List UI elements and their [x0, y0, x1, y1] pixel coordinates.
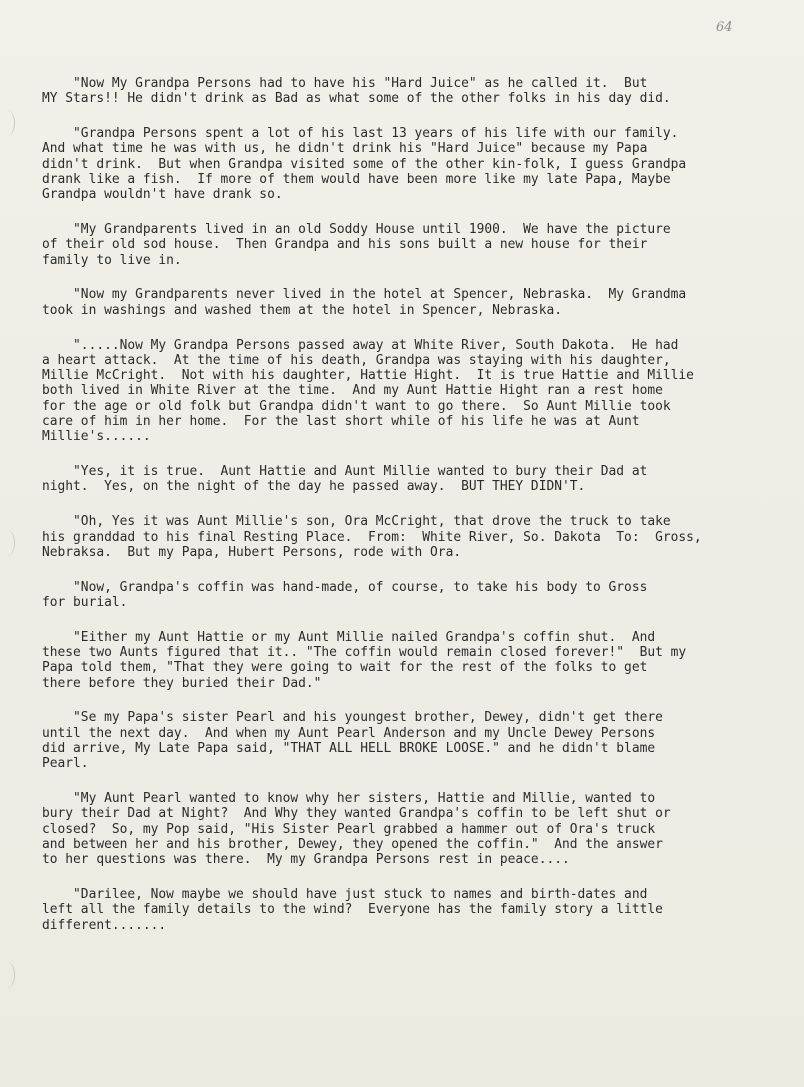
paragraph-soddy-house — [42, 222, 777, 268]
paragraph-passed-away — [42, 338, 777, 445]
text-line: there before they buried their Dad." — [42, 675, 322, 691]
text-line: Nebraksa. But my Papa, Hubert Persons, rode with Ora. — [42, 544, 462, 560]
paragraph-last-years — [42, 126, 777, 202]
paragraph-ora-truck — [42, 514, 777, 560]
paragraph-coffin-handmade — [42, 580, 777, 611]
letter-body — [42, 76, 777, 952]
text-line: until the next day. And when my Aunt Pearl Anderson and my Uncle Dewey Persons — [42, 725, 656, 741]
text-line: "Now my Grandparents never lived in the hotel at Spencer, Nebraska. My Grandma — [42, 287, 687, 303]
text-line: Millie McCright. Not with his daughter, Hattie Hight. It is true Hattie and Millie — [42, 368, 694, 384]
paragraph-bury-at-night — [42, 464, 777, 495]
text-line: both lived in White River at the time. And my Aunt Hattie Hight ran a rest home — [42, 383, 663, 399]
punch-hole-mark-top — [0, 110, 15, 136]
text-line: night. Yes, on the night of the day he passed away. BUT THEY DIDN'T. — [42, 479, 586, 495]
text-line: "My Aunt Pearl wanted to know why her sisters, Hattie and Millie, wanted to — [42, 791, 656, 807]
paragraph-hotel-spencer — [42, 287, 777, 318]
text-line: ".....Now My Grandpa Persons passed away at White River, South Dakota. He had — [42, 337, 679, 353]
text-line: his granddad to his final Resting Place. From: White River, So. Dakota To: Gross, — [42, 529, 702, 545]
text-line: bury their Dad at Night? And Why they wanted Grandpa's coffin to be left shut or — [42, 806, 671, 822]
paragraph-coffin-shut — [42, 630, 777, 691]
paragraph-hard-juice — [42, 76, 777, 107]
text-line: MY Stars!! He didn't drink as Bad as what some of the other folks in his day did. — [42, 91, 671, 107]
text-line: didn't drink. But when Grandpa visited some of the other kin-folk, I guess Grandpa — [42, 156, 687, 172]
text-line: for burial. — [42, 594, 128, 610]
punch-hole-mark-middle — [0, 530, 15, 556]
text-line: "My Grandparents lived in an old Soddy House until 1900. We have the picture — [42, 222, 671, 238]
text-line: care of him in her home. For the last short while of his life he was at Aunt — [42, 414, 640, 430]
text-line: "Either my Aunt Hattie or my Aunt Millie nailed Grandpa's coffin shut. And — [42, 629, 656, 645]
text-line: and between her and his brother, Dewey, they opened the coffin." And the answer — [42, 836, 663, 852]
punch-hole-mark-bottom — [0, 962, 15, 988]
text-line: left all the family details to the wind? Everyone has the family story a little — [42, 902, 663, 918]
text-line: for the age or old folk but Grandpa didn't want to go there. So Aunt Millie took — [42, 398, 671, 414]
paragraph-darilee — [42, 887, 777, 933]
text-line: family to live in. — [42, 252, 182, 268]
text-line: closed? So, my Pop said, "His Sister Pearl grabbed a hammer out of Ora's truck — [42, 821, 656, 837]
text-line: took in washings and washed them at the hotel in Spencer, Nebraska. — [42, 302, 562, 318]
text-line: did arrive, My Late Papa said, "THAT ALL HELL BROKE LOOSE." and he didn't blame — [42, 741, 656, 756]
text-line: these two Aunts figured that it.. "The coffin would remain closed forever!" But my — [42, 645, 687, 661]
text-line: And what time he was with us, he didn't drink his "Hard Juice" because my Papa — [42, 141, 648, 157]
text-line: "Se my Papa's sister Pearl and his youngest brother, Dewey, didn't get there — [42, 710, 663, 726]
text-line: a heart attack. At the time of his death, Grandpa was staying with his daughter, — [42, 352, 671, 368]
text-line: Grandpa wouldn't have drank so. — [42, 187, 283, 203]
text-line: to her questions was there. My my Grandpa Persons rest in peace.... — [42, 852, 570, 868]
text-line: "Grandpa Persons spent a lot of his last 13 years of his life with our family. — [42, 126, 679, 142]
text-line: Papa told them, "That they were going to wait for the rest of the folks to get — [42, 660, 648, 676]
text-line: of their old sod house. Then Grandpa and his sons built a new house for their — [42, 237, 648, 253]
page-number: 64 — [716, 20, 733, 35]
text-line: "Darilee, Now maybe we should have just stuck to names and birth-dates and — [42, 887, 648, 903]
text-line: drank like a fish. If more of them would have been more like my late Papa, Maybe — [42, 171, 671, 187]
text-line: "Now My Grandpa Persons had to have his "Hard Juice" as he called it. But — [42, 76, 648, 91]
paragraph-aunt-pearl — [42, 791, 777, 867]
text-line: different....... — [42, 917, 167, 933]
text-line: "Yes, it is true. Aunt Hattie and Aunt Millie wanted to bury their Dad at — [42, 464, 648, 480]
paragraph-pearl-dewey — [42, 710, 777, 771]
text-line: Millie's...... — [42, 429, 151, 445]
text-line: "Now, Grandpa's coffin was hand-made, of course, to take his body to Gross — [42, 579, 648, 595]
text-line: "Oh, Yes it was Aunt Millie's son, Ora McCright, that drove the truck to take — [42, 514, 671, 530]
text-line: Pearl. — [42, 756, 89, 772]
